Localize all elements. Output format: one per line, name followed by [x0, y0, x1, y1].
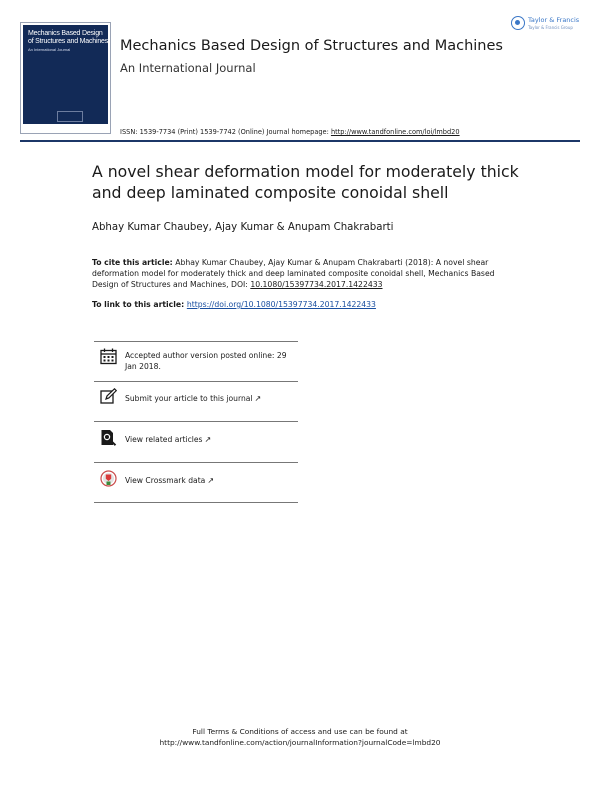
related-articles-label: View related articles — [125, 435, 203, 444]
cover-subtitle: An International Journal — [28, 47, 71, 52]
divider — [94, 421, 298, 422]
publisher-logo[interactable] — [511, 14, 587, 36]
edit-icon — [100, 388, 117, 405]
external-link-icon: ↗ — [254, 394, 262, 403]
citation-label: To cite this article: — [92, 258, 173, 267]
header-divider — [20, 140, 580, 142]
article-title: A novel shear deformation model for moderately thick and deep laminated composite conoidal shell — [92, 162, 519, 202]
magnifier-document-icon — [100, 429, 117, 446]
publisher-name: Taylor & Francis — [528, 16, 580, 24]
divider — [94, 341, 298, 342]
journal-subtitle: An International Journal — [120, 61, 256, 75]
crossmark-link[interactable] — [125, 475, 214, 486]
external-link-icon: ↗ — [207, 476, 215, 485]
publisher-logo-icon — [511, 16, 525, 30]
cover-footer-strip — [23, 124, 108, 131]
link-label: To link to this article: — [92, 300, 187, 309]
submit-article-link[interactable] — [125, 393, 261, 404]
article-link-line — [92, 300, 376, 309]
issn-line — [120, 128, 460, 136]
citation-block — [92, 257, 512, 290]
related-articles-link[interactable] — [125, 434, 211, 445]
cover-emblem — [57, 111, 83, 122]
publisher-tagline: Taylor & Francis Group — [528, 25, 573, 30]
calendar-icon — [100, 348, 117, 365]
journal-title: Mechanics Based Design of Structures and Machines — [120, 38, 503, 54]
terms-text: Full Terms & Conditions of access and use can be found at — [192, 727, 408, 736]
divider — [94, 502, 298, 503]
article-authors: Abhay Kumar Chaubey, Ajay Kumar & Anupam Chakrabarti — [92, 222, 394, 233]
issn-text: ISSN: 1539-7734 (Print) 1539-7742 (Online) Journal homepage: — [120, 128, 331, 136]
divider — [94, 381, 298, 382]
crossmark-label: View Crossmark data — [125, 476, 206, 485]
crossmark-icon — [100, 470, 117, 487]
cover-title: Mechanics Based Design of Structures and Machines — [28, 30, 109, 45]
submit-article-label: Submit your article to this journal — [125, 394, 253, 403]
journal-homepage-link[interactable]: http://www.tandfonline.com/loi/lmbd20 — [330, 128, 460, 136]
article-doi-link[interactable]: https://doi.org/10.1080/15397734.2017.1422433 — [186, 300, 376, 309]
citation-doi-link[interactable]: 10.1080/15397734.2017.1422433 — [250, 280, 383, 289]
accepted-date-info: Accepted author version posted online: 29 Jan 2018. — [125, 351, 287, 371]
citation-text: Abhay Kumar Chaubey, Ajay Kumar & Anupam Chakrabarti (2018): A novel shear deformation model for moderately thick and deep laminated composite conoidal shell, Mechanics Based Design of Structures and Machines, DOI: — [92, 258, 495, 289]
journal-cover-thumbnail[interactable] — [20, 22, 111, 134]
terms-url-link[interactable]: http://www.tandfonline.com/action/journalInformation?journalCode=lmbd20 — [159, 738, 441, 747]
divider — [94, 462, 298, 463]
cover-background — [23, 25, 108, 131]
terms-footer — [0, 726, 600, 748]
external-link-icon: ↗ — [204, 435, 212, 444]
